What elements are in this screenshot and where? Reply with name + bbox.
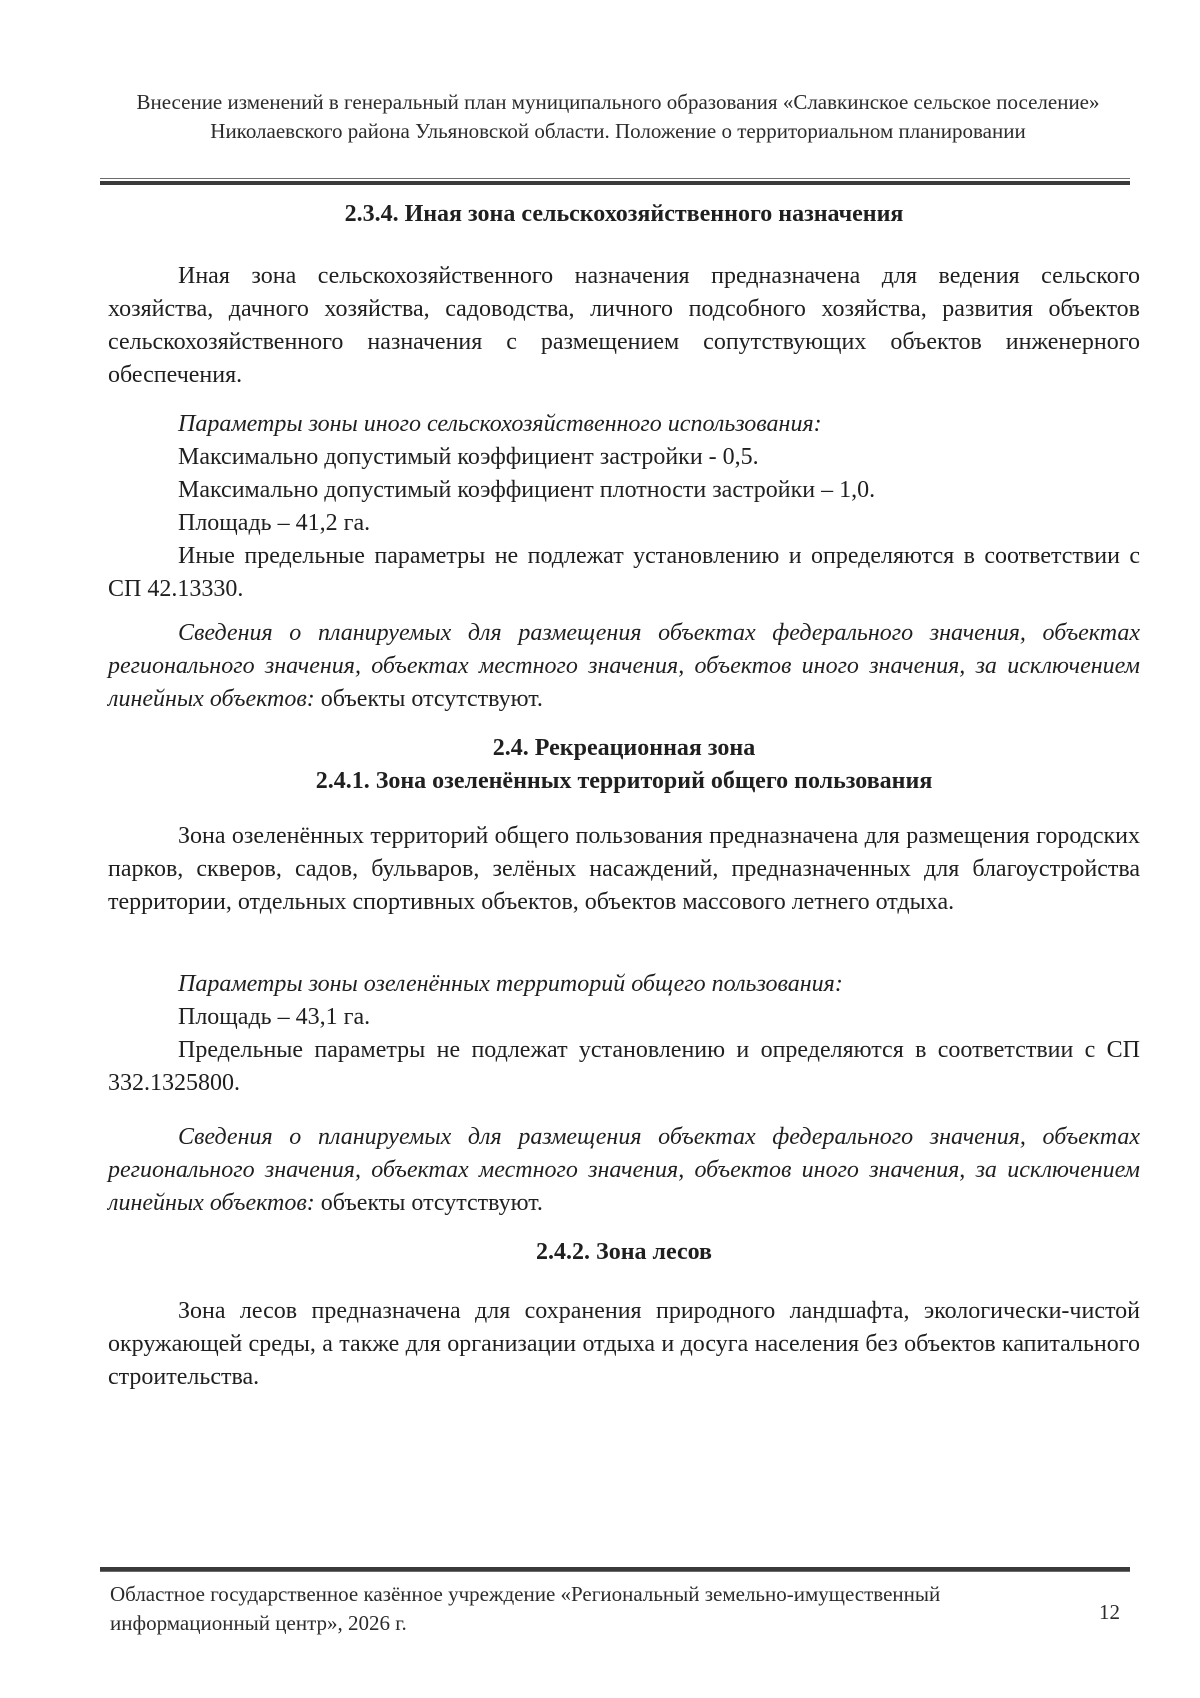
paragraph: Зона озеленённых территорий общего пользования предназначена для размещения городских парков, скверов, садов, бульваров, зелёных насаждений, предназначенных для благоустройства территории, отдельных спортивных объектов, объектов массового летнего отдыха.: [108, 823, 1140, 915]
paragraph: Зона лесов предназначена для сохранения природного ландшафта, экологически-чистой окружающей среды, а также для организации отдыха и досуга населения без объектов капитального строительства.: [108, 1298, 1140, 1390]
header-rule: [100, 178, 1130, 185]
objects-paragraph: [108, 617, 1140, 716]
section-heading: 2.4. Рекреационная зона: [492, 735, 756, 761]
subsection-heading: 2.4.2. Зона лесов: [536, 1239, 712, 1265]
page-header: Внесение изменений в генеральный план муниципального образования «Славкинское сельское поселение» Николаевского района Ульяновской области. Положение о территориальном планировании: [136, 90, 1100, 143]
param-line: Максимально допустимый коэффициент застройки - 0,5.: [178, 444, 759, 470]
paragraph: Иные предельные параметры не подлежат установлению и определяются в соответствии с СП 42.13330.: [108, 543, 1140, 602]
objects-label: Сведения о планируемых для размещения объектах федерального значения, объектах регионального значения, объектах местного значения, объектов иного значения, за исключением линейных объектов:: [108, 1124, 1140, 1216]
objects-paragraph: [108, 1121, 1140, 1220]
paragraph: Предельные параметры не подлежат установлению и определяются в соответствии с СП 332.1325800.: [108, 1037, 1140, 1096]
page-number: 12: [1099, 1600, 1120, 1624]
objects-value: объекты отсутствуют.: [314, 686, 543, 712]
section-2-3-4-body: [108, 260, 1140, 392]
paragraph: Иная зона сельскохозяйственного назначения предназначена для ведения сельского хозяйства, дачного хозяйства, садоводства, личного подсобного хозяйства, развития объектов сельскохозяйственного назначения с размещением сопутствующих объектов инженерного обеспечения.: [108, 263, 1140, 388]
footer-rule: [100, 1565, 1130, 1572]
section-heading: 2.3.4. Иная зона сельскохозяйственного назначения: [344, 201, 904, 227]
section-2-4-1-objects: [108, 1121, 1140, 1220]
section-2-3-4: [108, 198, 1140, 231]
params-title: Параметры зоны иного сельскохозяйственного использования:: [178, 411, 822, 437]
area-line: Площадь – 41,2 га.: [178, 510, 371, 536]
section-2-4: [108, 732, 1140, 798]
section-2-4-1-params: [108, 968, 1140, 1100]
area-line: Площадь – 43,1 га.: [178, 1004, 371, 1030]
section-2-3-4-objects: [108, 617, 1140, 716]
params-title: Параметры зоны озеленённых территорий общего пользования:: [178, 971, 843, 997]
section-2-4-2-body: [108, 1295, 1140, 1394]
page-footer: Областное государственное казённое учреждение «Региональный земельно-имущественный информационный центр», 2026 г.: [110, 1582, 941, 1635]
section-2-4-1-body: [108, 820, 1140, 919]
subsection-heading: 2.4.1. Зона озеленённых территорий общего пользования: [315, 768, 933, 794]
section-2-3-4-params: [108, 408, 1140, 606]
param-line: Максимально допустимый коэффициент плотности застройки – 1,0.: [178, 477, 876, 503]
section-2-4-2: [108, 1236, 1140, 1269]
objects-value: объекты отсутствуют.: [314, 1190, 543, 1216]
objects-label: Сведения о планируемых для размещения объектах федерального значения, объектах регионального значения, объектах местного значения, объектов иного значения, за исключением линейных объектов:: [108, 620, 1140, 712]
